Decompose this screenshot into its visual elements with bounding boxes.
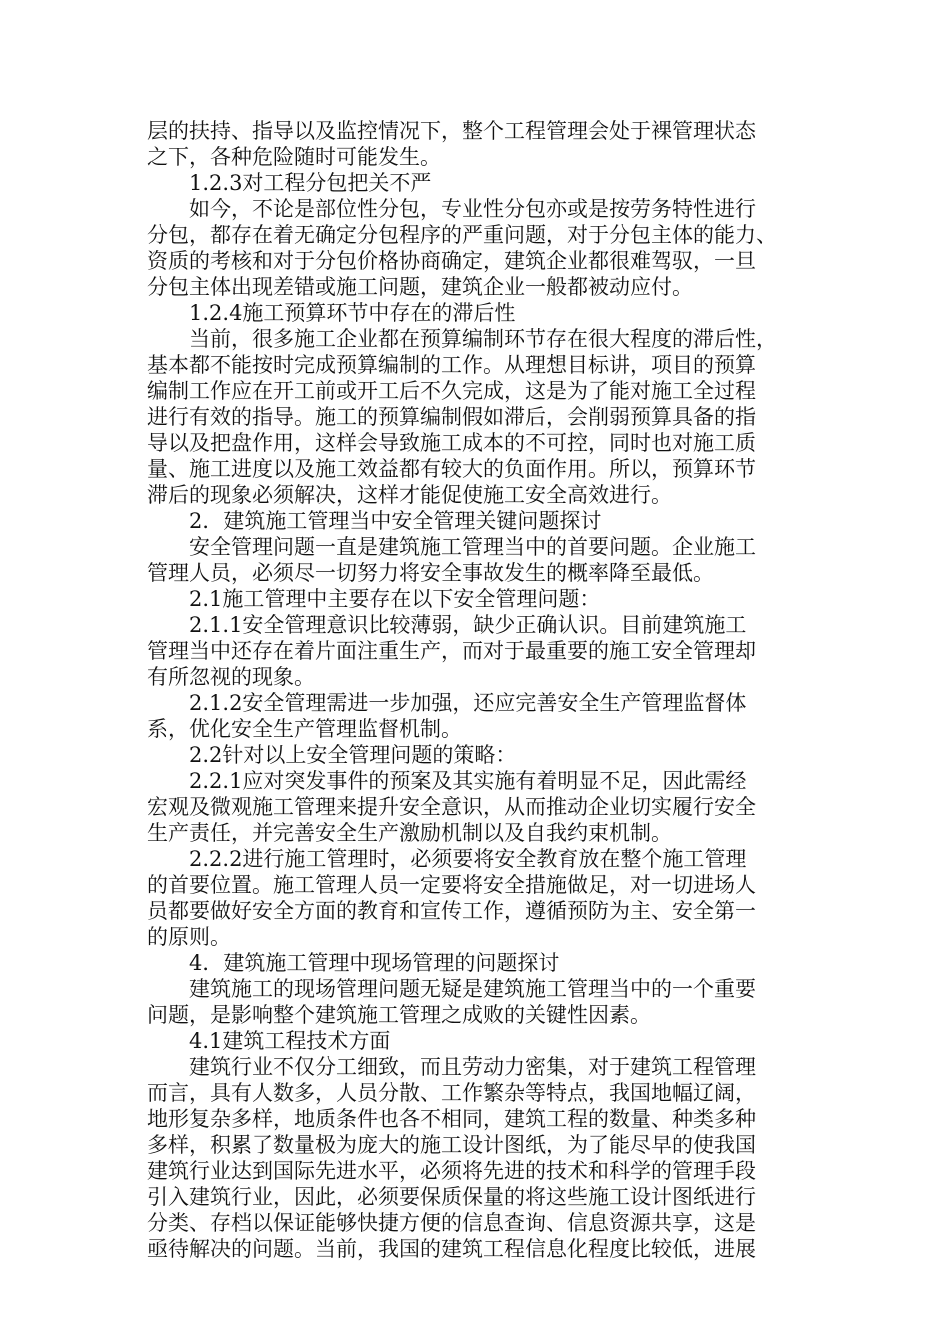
- text-line: 2.1.1安全管理意识比较薄弱，缺少正确认识。目前建筑施工: [189, 613, 747, 637]
- paragraph: [147, 586, 807, 612]
- text-line: 滞后的现象必须解决，这样才能促使施工安全高效进行。: [147, 483, 672, 507]
- text-line: 当前，很多施工企业都在预算编制环节存在很大程度的滞后性，: [189, 327, 777, 351]
- text-line: 问题，是影响整个建筑施工管理之成败的关键性因素。: [147, 1003, 651, 1027]
- text-line: 资质的考核和对于分包价格协商确定，建筑企业都很难驾驭，一旦: [147, 249, 756, 273]
- paragraph: [147, 300, 807, 326]
- text-line: 的原则。: [147, 925, 231, 949]
- text-line: 建筑施工的现场管理问题无疑是建筑施工管理当中的一个重要: [189, 977, 756, 1001]
- text-line: 2.1.2安全管理需进一步加强，还应完善安全生产管理监督体: [189, 691, 747, 715]
- paragraph: [147, 1028, 807, 1054]
- text-line: 2.2.1应对突发事件的预案及其实施有着明显不足，因此需经: [189, 769, 747, 793]
- text-line: 分包主体出现差错或施工问题，建筑企业一般都被动应付。: [147, 275, 693, 299]
- text-line: 分类、存档以保证能够快捷方便的信息查询、信息资源共享，这是: [147, 1211, 756, 1235]
- paragraph: [147, 950, 807, 976]
- text-line: 导以及把盘作用，这样会导致施工成本的不可控，同时也对施工质: [147, 431, 756, 455]
- paragraph: [147, 846, 807, 950]
- text-line: 4.1建筑工程技术方面: [189, 1029, 391, 1053]
- text-line: 管理当中还存在着片面注重生产，而对于最重要的施工安全管理却: [147, 639, 756, 663]
- text-line: 2．建筑施工管理当中安全管理关键问题探讨: [189, 509, 602, 533]
- paragraph: [147, 612, 807, 690]
- text-line: 编制工作应在开工前或开工后不久完成，这是为了能对施工全过程: [147, 379, 756, 403]
- text-line: 如今，不论是部位性分包，专业性分包亦或是按劳务特性进行: [189, 197, 756, 221]
- text-line: 多样，积累了数量极为庞大的施工设计图纸，为了能尽早的使我国: [147, 1133, 756, 1157]
- text-line: 分包，都存在着无确定分包程序的严重问题，对于分包主体的能力、: [147, 223, 777, 247]
- text-line: 建筑行业不仅分工细致，而且劳动力密集，对于建筑工程管理: [189, 1055, 756, 1079]
- text-line: 进行有效的指导。施工的预算编制假如滞后，会削弱预算具备的指: [147, 405, 756, 429]
- text-line: 层的扶持、指导以及监控情况下，整个工程管理会处于裸管理状态: [147, 119, 756, 143]
- text-line: 宏观及微观施工管理来提升安全意识，从而推动企业切实履行安全: [147, 795, 756, 819]
- text-line: 管理人员，必须尽一切努力将安全事故发生的概率降至最低。: [147, 561, 714, 585]
- paragraph: [147, 196, 807, 300]
- text-line: 而言，具有人数多，人员分散、工作繁杂等特点，我国地幅辽阔，: [147, 1081, 756, 1105]
- paragraph: [147, 768, 807, 846]
- paragraph: [147, 1054, 807, 1262]
- paragraph: [147, 742, 807, 768]
- paragraph: [147, 118, 807, 170]
- text-line: 引入建筑行业，因此，必须要保质保量的将这些施工设计图纸进行: [147, 1185, 756, 1209]
- text-line: 2.2针对以上安全管理问题的策略：: [189, 743, 517, 767]
- text-line: 2.2.2进行施工管理时，必须要将安全教育放在整个施工管理: [189, 847, 747, 871]
- text-line: 2.1施工管理中主要存在以下安全管理问题：: [189, 587, 601, 611]
- text-line: 有所忽视的现象。: [147, 665, 315, 689]
- document-body: [147, 118, 807, 1262]
- text-line: 1.2.3对工程分包把关不严: [189, 171, 432, 195]
- paragraph: [147, 326, 807, 508]
- paragraph: [147, 170, 807, 196]
- text-line: 建筑行业达到国际先进水平，必须将先进的技术和科学的管理手段: [147, 1159, 756, 1183]
- paragraph: [147, 534, 807, 586]
- text-line: 系，优化安全生产管理监督机制。: [147, 717, 462, 741]
- text-line: 1.2.4施工预算环节中存在的滞后性: [189, 301, 516, 325]
- text-line: 的首要位置。施工管理人员一定要将安全措施做足，对一切进场人: [147, 873, 756, 897]
- text-line: 量、施工进度以及施工效益都有较大的负面作用。所以，预算环节: [147, 457, 756, 481]
- paragraph: [147, 508, 807, 534]
- text-line: 4．建筑施工管理中现场管理的问题探讨: [189, 951, 560, 975]
- text-line: 地形复杂多样，地质条件也各不相同，建筑工程的数量、种类多种: [147, 1107, 756, 1131]
- text-line: 基本都不能按时完成预算编制的工作。从理想目标讲，项目的预算: [147, 353, 756, 377]
- text-line: 亟待解决的问题。当前，我国的建筑工程信息化程度比较低，进展: [147, 1237, 756, 1261]
- text-line: 安全管理问题一直是建筑施工管理当中的首要问题。企业施工: [189, 535, 756, 559]
- paragraph: [147, 690, 807, 742]
- paragraph: [147, 976, 807, 1028]
- text-line: 之下，各种危险随时可能发生。: [147, 145, 441, 169]
- text-line: 员都要做好安全方面的教育和宣传工作，遵循预防为主、安全第一: [147, 899, 756, 923]
- text-line: 生产责任，并完善安全生产激励机制以及自我约束机制。: [147, 821, 672, 845]
